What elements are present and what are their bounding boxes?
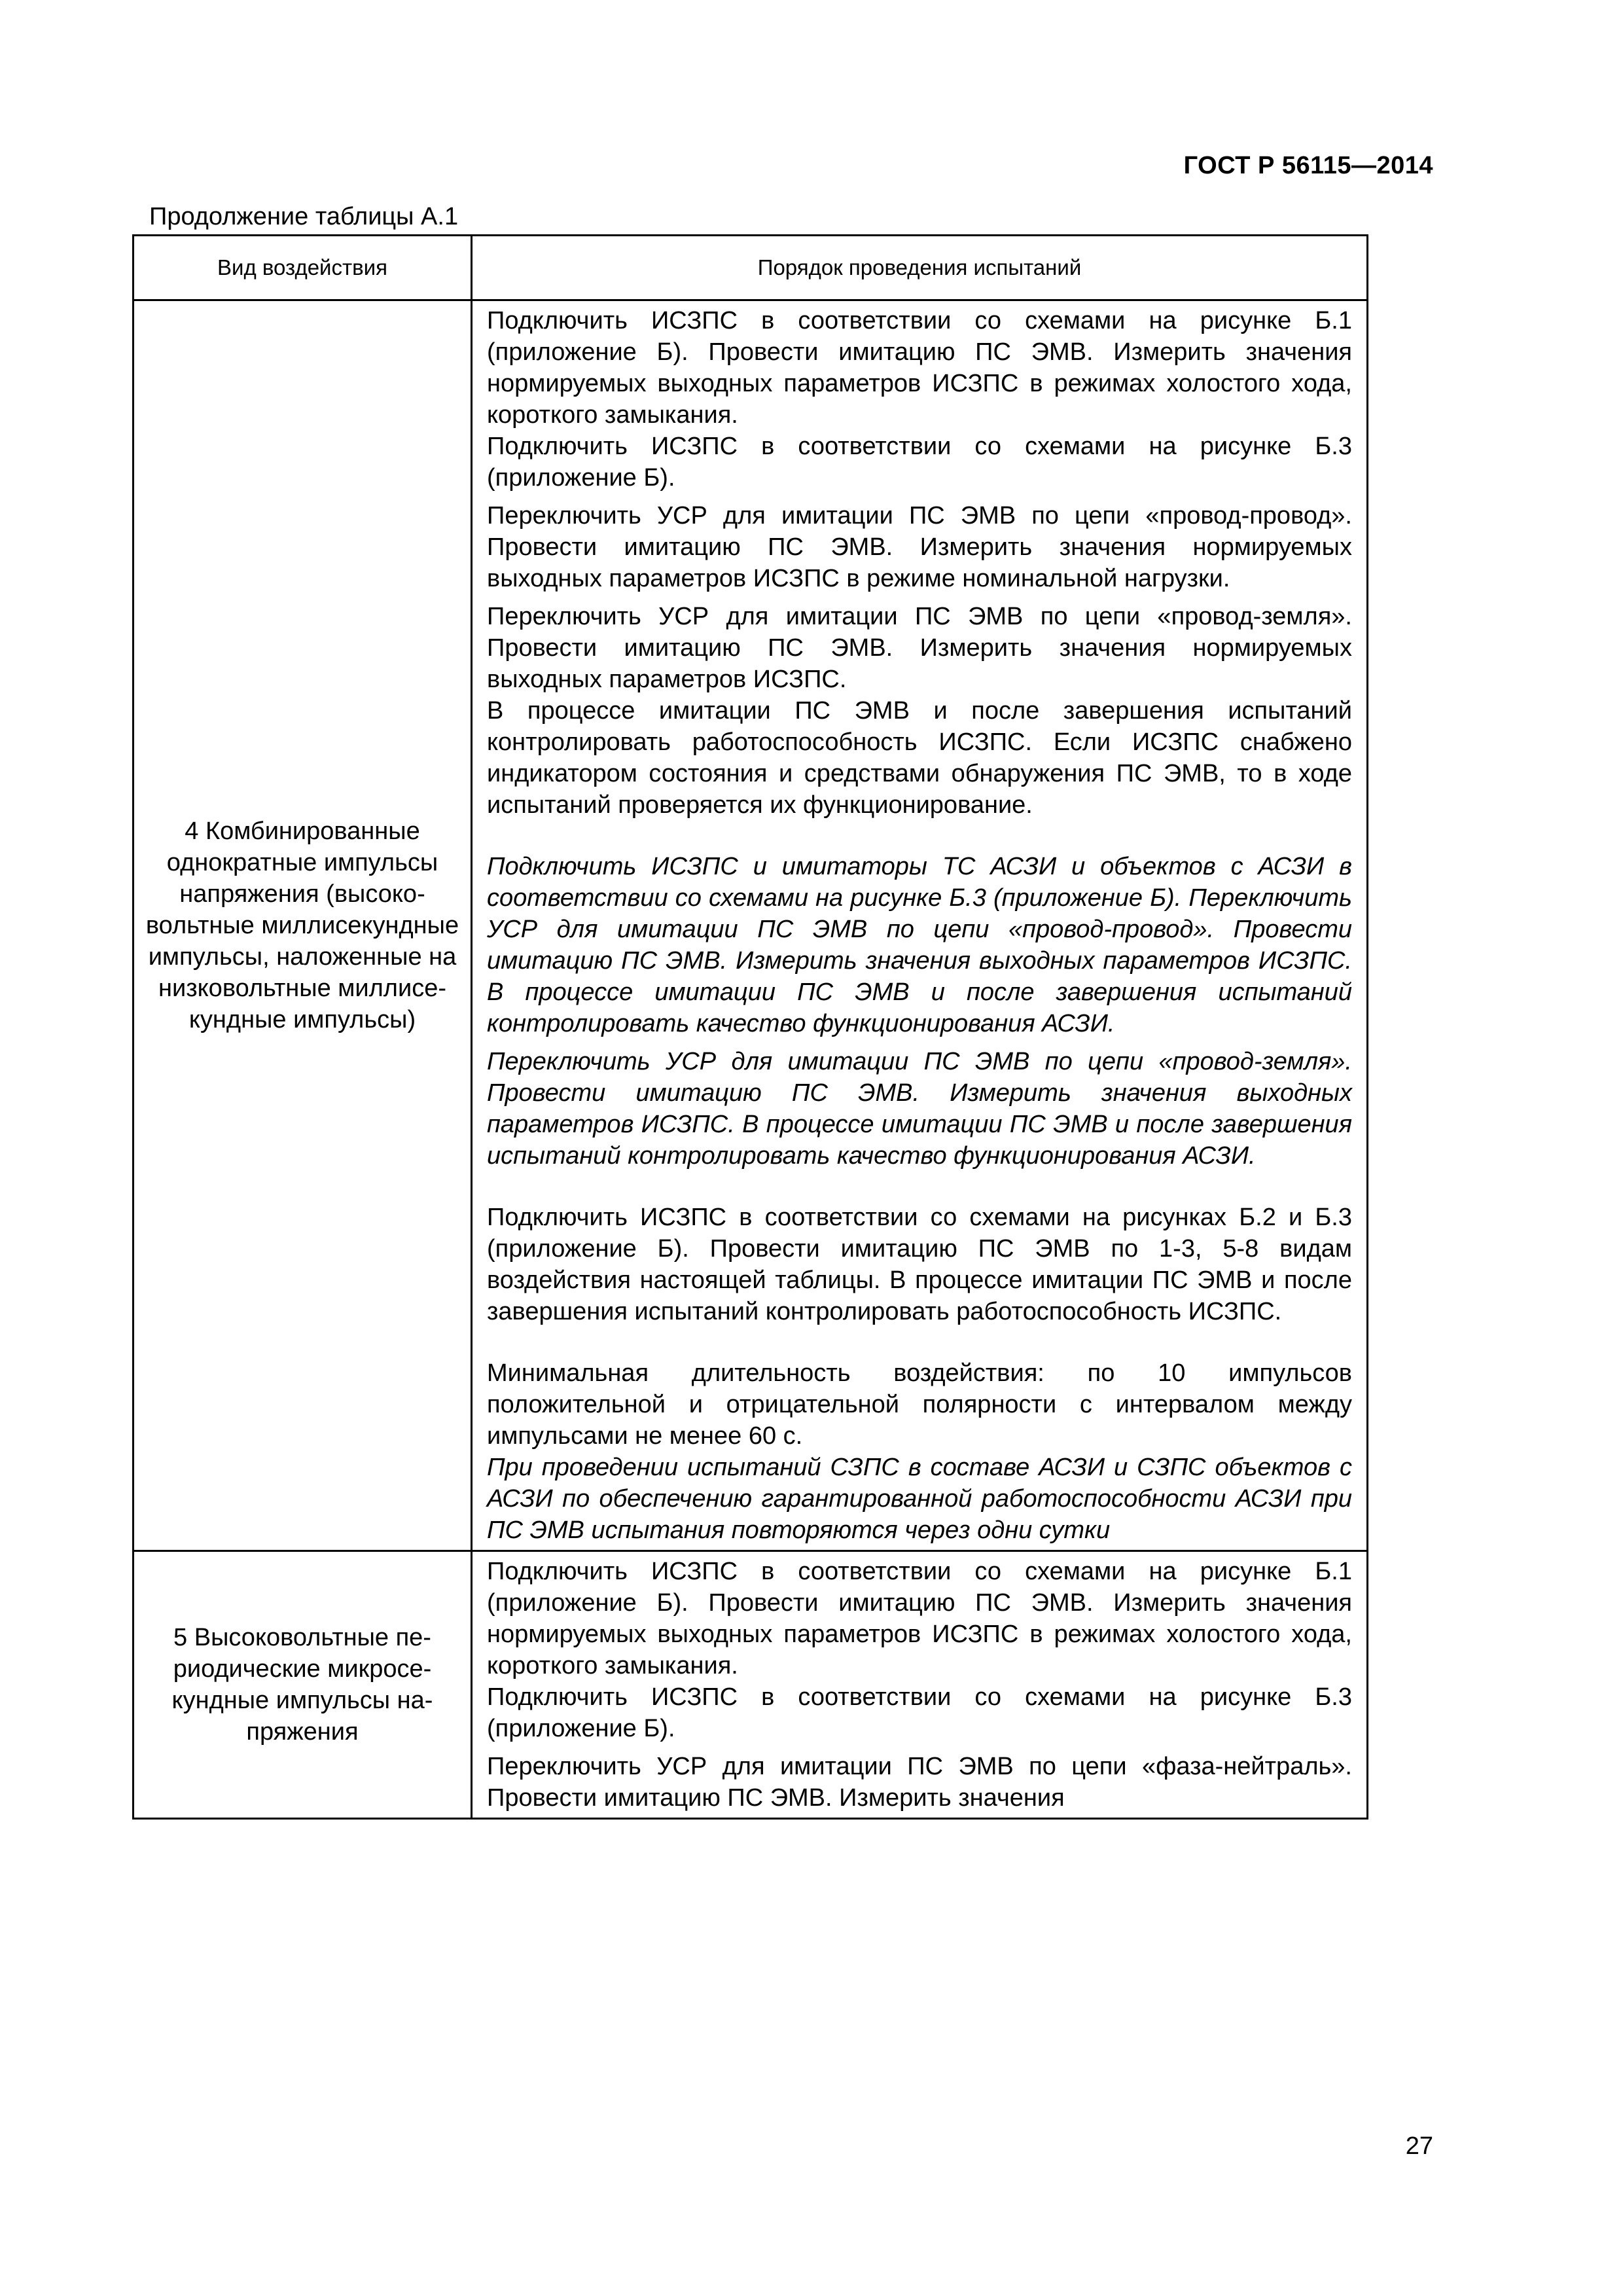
page-number: 27	[1405, 2132, 1433, 2160]
column-header-procedure: Порядок проведения испытаний	[472, 236, 1368, 300]
document-standard-header: ГОСТ Р 56115—2014	[1183, 152, 1433, 179]
procedure-paragraph: Подключить ИСЗПС в соответствии со схемами на рисунке Б.1 (приложение Б). Провести имитацию ПС ЭМВ. Измерить значения нормируемых выходных параметров ИСЗПС в режимах холостого хода, короткого замыкания.	[487, 307, 1352, 429]
procedure-paragraph: Подключить ИСЗПС в соответствии со схемами на рисунках Б.2 и Б.3 (приложение Б). Провести имитацию ПС ЭМВ по 1-3, 5-8 видам воздействия настоящей таблицы. В процессе имитации ПС ЭМВ и после завершения испытаний контролировать работоспособность ИСЗПС.	[487, 1204, 1352, 1325]
procedure-paragraph: Подключить ИСЗПС в соответствии со схемами на рисунке Б.1 (приложение Б). Провести имитацию ПС ЭМВ. Измерить значения нормируемых выходных параметров ИСЗПС в режимах холостого хода, короткого замыкания.	[487, 1558, 1352, 1679]
column-header-kind: Вид воздействия	[134, 236, 472, 300]
procedure-paragraph-italic: Подключить ИСЗПС и имитаторы ТС АСЗИ и объектов с АСЗИ в соответствии со схемами на рисунке Б.3 (приложение Б). Переключить УСР для имитации ПС ЭМВ по цепи «провод-провод». Провести имитацию ПС ЭМВ. Измерить значения выходных параметров ИСЗПС. В процессе имитации ПС ЭМВ и после завершения испытаний контролировать качество функционирования АСЗИ.	[487, 853, 1352, 1037]
procedure-cell	[472, 1551, 1368, 1819]
procedure-cell	[472, 300, 1368, 1551]
impact-kind-cell: 4 Комбинированные однократные импульсы напряжения (высоковольтные миллисекундные импульсы, наложенные на низковольтные миллисекундные импульсы)	[134, 300, 472, 1551]
procedure-paragraph: Минимальная длительность воздействия: по 10 импульсов положительной и отрицательной полярности с интервалом между импульсами не менее 60 с.	[487, 1359, 1352, 1450]
procedure-paragraph: Переключить УСР для имитации ПС ЭМВ по цепи «провод-провод». Провести имитацию ПС ЭМВ. Измерить значения нормируемых выходных параметров ИСЗПС в режиме номинальной нагрузки.	[487, 502, 1352, 592]
procedure-paragraph: Подключить ИСЗПС в соответствии со схемами на рисунке Б.3 (приложение Б).	[487, 1683, 1352, 1742]
procedure-paragraph: Подключить ИСЗПС в соответствии со схемами на рисунке Б.3 (приложение Б).	[487, 433, 1352, 492]
procedure-paragraph-italic: Переключить УСР для имитации ПС ЭМВ по цепи «провод-земля». Провести имитацию ПС ЭМВ. Измерить значения выходных параметров ИСЗПС. В процессе имитации ПС ЭМВ и после завершения испытаний контролировать качество функционирования АСЗИ.	[487, 1048, 1352, 1170]
table-row	[134, 300, 1368, 1551]
procedure-paragraph: В процессе имитации ПС ЭМВ и после завершения испытаний контролировать работоспособность ИСЗПС. Если ИСЗПС снабжено индикатором состояния и средствами обнаружения ПС ЭМВ, то в ходе испытаний проверяется их функционирование.	[487, 697, 1352, 819]
impact-kind-cell: 5 Высоковольтные периодические микросекундные импульсы напряжения	[134, 1551, 472, 1819]
table-caption: Продолжение таблицы А.1	[149, 203, 459, 230]
table-header-row	[134, 236, 1368, 300]
procedure-paragraph: Переключить УСР для имитации ПС ЭМВ по цепи «фаза-нейтраль». Провести имитацию ПС ЭМВ. Измерить значения	[487, 1753, 1352, 1812]
procedure-paragraph-italic: При проведении испытаний СЗПС в составе АСЗИ и СЗПС объектов с АСЗИ по обеспечению гарантированной работоспособности АСЗИ при ПС ЭМВ испытания повторяются через одни сутки	[487, 1454, 1352, 1544]
table-row	[134, 1551, 1368, 1819]
procedure-paragraph: Переключить УСР для имитации ПС ЭМВ по цепи «провод-земля». Провести имитацию ПС ЭМВ. Измерить значения нормируемых выходных параметров ИСЗПС.	[487, 603, 1352, 693]
test-procedure-table	[132, 234, 1368, 1820]
